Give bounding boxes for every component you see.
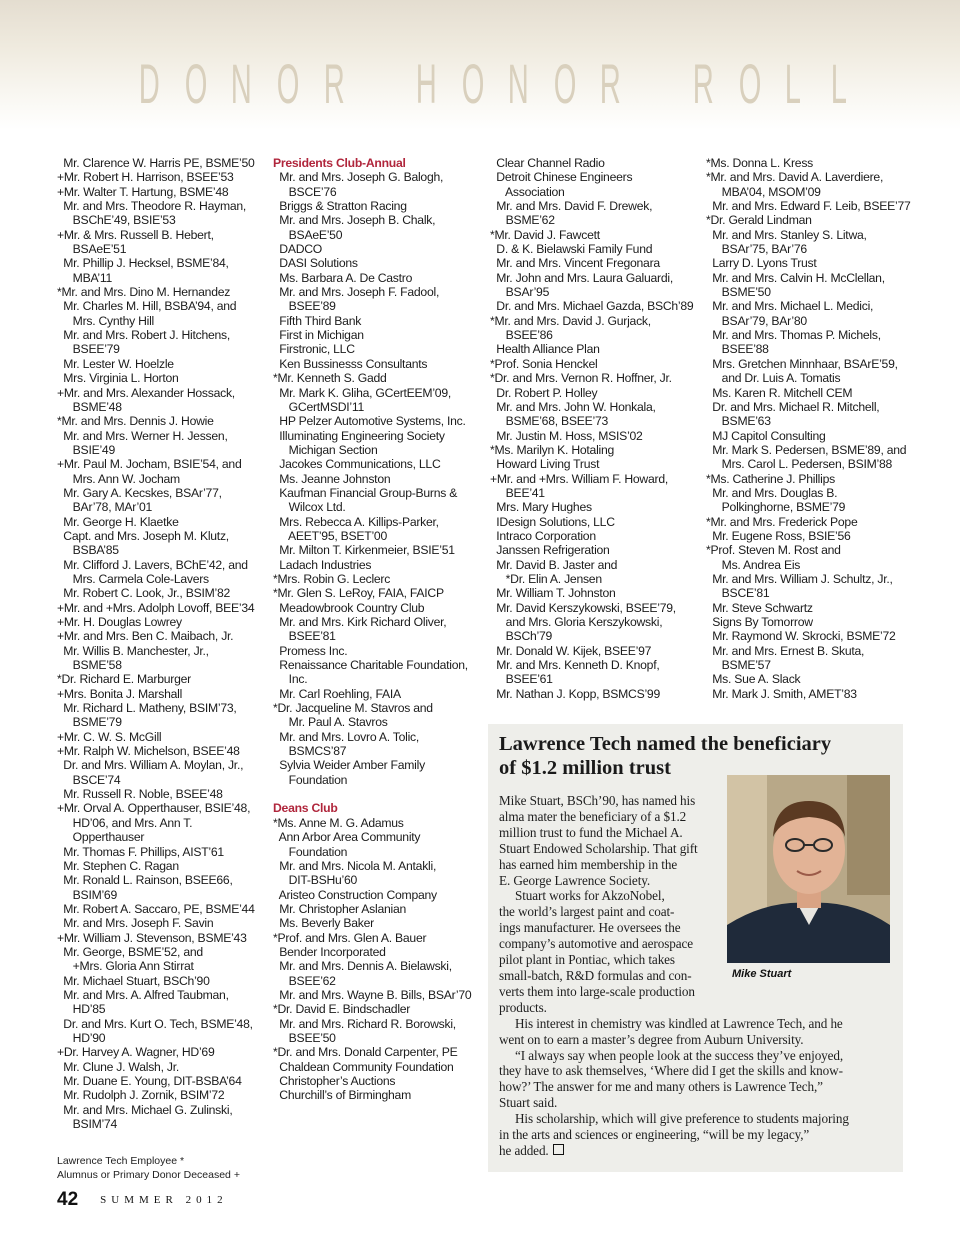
donor-column-1 (57, 156, 255, 1131)
donor-entry: *Mr. and Mrs. David J. Gurjack, (490, 313, 651, 328)
donor-entry: BSAeE’51 (57, 242, 127, 257)
donor-entry: and Dr. Luis A. Tomatis (706, 371, 841, 386)
title-letter: O (461, 52, 485, 115)
donor-entry: BSEE’62 (273, 973, 336, 988)
article-line-text: Stuart works for AkzoNobel, (499, 888, 665, 904)
donor-entry: Mr. George, BSME’52, and (57, 944, 203, 959)
title-letter: H (415, 52, 437, 115)
page-footer (57, 1186, 228, 1214)
article-title-line-1: Lawrence Tech named the beneficiary (499, 733, 832, 755)
donor-entry: Mr. Ronald L. Rainson, BSEE66, (57, 873, 233, 888)
article-line (499, 841, 849, 857)
donor-entry: Larry D. Lyons Trust (706, 256, 817, 271)
donor-entry: Mr. and Mrs. Werner H. Jessen, (57, 428, 228, 443)
donor-entry: BSEE’79 (57, 342, 120, 357)
donor-entry: IDesign Solutions, LLC (490, 514, 615, 529)
donor-entry: Mr. Mark S. Pedersen, BSME’89, and (706, 442, 907, 457)
section-title (132, 54, 852, 114)
article-line (499, 952, 849, 968)
title-letter: O (277, 52, 300, 115)
donor-entry: Mr. Willis B. Manchester, Jr., (57, 643, 209, 658)
donor-entry: BAr’78, MAr’01 (57, 500, 153, 515)
donor-entry: BSAeE’50 (273, 227, 343, 242)
donor-entry: BSME’79 (57, 715, 122, 730)
donor-entry: *Dr. Richard E. Marburger (57, 672, 191, 687)
article-body (499, 793, 849, 1159)
donor-entry: Mr. Russell R. Noble, BSEE’48 (57, 787, 223, 802)
donor-entry: Mr. Raymond W. Skrocki, BSME’72 (706, 629, 896, 644)
donor-entry: Howard Living Trust (490, 457, 600, 472)
donor-entry: *Mr. Glen S. LeRoy, FAIA, FAICP (273, 586, 444, 601)
donor-entry: BSME’58 (57, 658, 122, 673)
article-title (499, 732, 879, 780)
donor-entry: +Mr. Paul M. Jocham, BSIE’54, and (57, 457, 242, 472)
title-letter: R (599, 52, 622, 115)
donor-entry: Aristeo Construction Company (273, 887, 437, 902)
donor-entry: BSMCS’87 (273, 744, 347, 759)
article-line (499, 968, 849, 984)
donor-entry: Dr. Robert P. Holley (490, 385, 598, 400)
article-line (499, 809, 849, 825)
donor-entry: BSIE’49 (57, 442, 115, 457)
donor-entry: Mr. Clarence W. Harris PE, BSME’50 (57, 156, 255, 170)
donor-entry: *Ms. Anne M. G. Adamus (273, 815, 404, 830)
donor-entry: Mr. and Mrs. Nicola M. Antakli, (273, 858, 437, 873)
donor-entry: Mr. and Mrs. Joseph F. Savin (57, 916, 214, 931)
donor-entry: DASI Solutions (273, 256, 358, 271)
donor-entry: BSME’57 (706, 658, 771, 673)
donor-entry: AEET’95, BSET’00 (273, 528, 387, 543)
donor-entry: Ms. Andrea Eis (706, 557, 801, 572)
article-line-text: has earned him membership in the (499, 856, 678, 872)
article-line (499, 1111, 849, 1127)
donor-entry: Mr. Stephen C. Ragan (57, 858, 179, 873)
donor-entry: Signs By Tomorrow (706, 615, 813, 629)
donor-entry: Mr. Michael Stuart, BSCh’90 (57, 973, 210, 988)
donor-entry: Mr. Gary A. Kecskes, BSAr’77, (57, 485, 222, 500)
donor-entry: Ms. Jeanne Johnston (273, 471, 391, 486)
article-line (499, 1048, 849, 1064)
donor-entry: Dr. and Mrs. Michael R. Mitchell, (706, 399, 880, 414)
end-mark-icon (553, 1144, 564, 1155)
donor-entry: BSME’62 (490, 213, 555, 228)
article-line (499, 1079, 849, 1095)
article-line-text: he added. (499, 1142, 549, 1158)
donor-entry: Meadowbrook Country Club (273, 600, 425, 615)
donor-entry: Mr. and Mrs. David F. Drewek, (490, 199, 653, 214)
donor-entry: Mr. Charles M. Hill, BSBA’94, and (57, 299, 237, 314)
donor-entry: *Mr. Kenneth S. Gadd (273, 371, 387, 386)
donor-entry: Kaufman Financial Group-Burns & (273, 485, 458, 500)
donor-entry: Michigan Section (273, 442, 378, 457)
article-line-text: E. George Lawrence Society. (499, 872, 651, 888)
donor-entry: *Prof. Sonia Henckel (490, 356, 598, 371)
donor-entry: +Mr. Walter T. Hartung, BSME’48 (57, 184, 229, 199)
article-line (499, 1000, 849, 1016)
donor-entry: MBA’11 (57, 270, 113, 285)
donor-entry: Mr. and Mrs. Thomas P. Michels, (706, 328, 881, 343)
donor-entry: First in Michigan (273, 328, 364, 343)
donor-entry: Wilcox Ltd. (273, 500, 346, 515)
donor-entry: BSAr’75, BAr’76 (706, 242, 807, 257)
donor-entry: Mr. Duane E. Young, DIT-BSBA’64 (57, 1074, 242, 1088)
donor-entry: Intraco Corporation (490, 528, 596, 543)
donor-entry: +Mrs. Gloria Ann Stirrat (57, 959, 194, 974)
donor-entry: Mr. Mark J. Smith, AMET’83 (706, 686, 857, 701)
donor-entry: *Dr. Elin A. Jensen (490, 571, 602, 586)
title-letter: O (553, 52, 577, 115)
donor-entry: *Dr. and Mrs. Donald Carpenter, PE (273, 1045, 458, 1060)
donor-entry: Sylvia Weider Amber Family (273, 758, 425, 773)
donor-entry: *Mr. and Mrs. David A. Laverdiere, (706, 170, 884, 185)
donor-entry: *Dr. Gerald Lindman (706, 213, 812, 228)
donor-entry: Mrs. Gretchen Minnhaar, BSArE’59, (706, 356, 898, 371)
donor-entry: Mr. Clune J. Walsh, Jr. (57, 1059, 179, 1074)
donor-entry: BSEE’88 (706, 342, 769, 357)
donor-entry: Mr. and Mrs. Dennis A. Bielawski, (273, 959, 452, 974)
donor-entry: Mr. Lester W. Hoelzle (57, 356, 174, 371)
donor-entry: BSIM’74 (57, 1117, 117, 1132)
legend (57, 1154, 240, 1182)
donor-entry: Mr. and Mrs. William J. Schultz, Jr., (706, 571, 893, 586)
donor-entry: Health Alliance Plan (490, 342, 600, 357)
donor-entry: BSAr’79, BAr’80 (706, 313, 807, 328)
donor-column-4 (706, 156, 911, 701)
donor-entry: BSEE’50 (273, 1030, 336, 1045)
donor-entry: Mr. and Mrs. Kirk Richard Oliver, (273, 615, 447, 629)
donor-entry: Mr. and Mrs. Calvin H. McClellan, (706, 270, 885, 285)
donor-entry: Mr. and Mrs. Lovro A. Tolic, (273, 729, 420, 744)
donor-entry: Fifth Third Bank (273, 313, 362, 328)
donor-entry: GCertMSDI’11 (273, 399, 365, 414)
donor-entry: Dr. and Mrs. Kurt O. Tech, BSME’48, (57, 1016, 253, 1031)
donor-entry: Capt. and Mrs. Joseph M. Klutz, (57, 528, 229, 543)
donor-entry: MBA’04, MSOM’09 (706, 184, 821, 199)
article-line-text: went on to earn a master’s degree from Auburn University. (499, 1031, 804, 1047)
donor-entry: Chaldean Community Foundation (273, 1059, 454, 1074)
donor-entry: and Mrs. Gloria Kerszykowski, (490, 615, 663, 629)
donor-entry: Mr. George H. Klaetke (57, 514, 179, 529)
article-line-text: company’s automotive and aerospace (499, 936, 693, 952)
donor-entry: +Mr. Ralph W. Michelson, BSEE’48 (57, 744, 240, 759)
donor-entry: Mr. David Kerszykowski, BSEE’79, (490, 600, 676, 615)
donor-entry: +Mr. C. W. S. McGill (57, 729, 162, 744)
page-number: 42 (57, 1189, 79, 1210)
donor-entry: Mr. Carl Roehling, FAIA (273, 686, 401, 701)
donor-entry: BSCE’74 (57, 772, 121, 787)
donor-entry: Mr. and Mrs. Wayne B. Bills, BSAr’70 (273, 987, 472, 1002)
donor-entry: +Mr. & Mrs. Russell B. Hebert, (57, 227, 214, 242)
article-line-text: pilot plant in Pontiac, which takes (499, 952, 675, 968)
legend-deceased: Alumnus or Primary Donor Deceased + (57, 1169, 240, 1181)
donor-entry: Mr. John and Mrs. Laura Galuardi, (490, 270, 673, 285)
donor-entry: Mr. Richard L. Matheny, BSIM’73, (57, 701, 237, 716)
article-line-text: Mike Stuart, BSCh’90, has named his (499, 793, 696, 808)
article-line (499, 920, 849, 936)
article-line-text: in the arts and sciences or engineering, “will be my legacy,” (499, 1127, 810, 1143)
donor-entry: Foundation (273, 844, 348, 859)
donor-entry: BSCh’79 (490, 629, 553, 644)
donor-entry: Mr. Donald W. Kijek, BSEE’97 (490, 643, 652, 658)
article-line (499, 936, 849, 952)
article-line-text: the world’s largest paint and coat- (499, 904, 675, 920)
donor-entry: HD’90 (57, 1030, 106, 1045)
donor-entry: Mr. David B. Jaster and (490, 557, 618, 572)
article-line (499, 1016, 849, 1032)
donor-entry: Mrs. Cynthy Hill (57, 313, 154, 328)
donor-entry: BSEE’61 (490, 672, 553, 687)
donor-entry: Foundation (273, 772, 348, 787)
donor-entry: *Mr. and Mrs. Dennis J. Howie (57, 414, 214, 429)
article-line (499, 1032, 849, 1048)
donor-entry: BSME’63 (706, 414, 771, 429)
donor-entry: Mr. Justin M. Hoss, MSIS’02 (490, 428, 643, 443)
donor-entry: Dr. and Mrs. Michael Gazda, BSCh’89 (490, 299, 694, 314)
donor-entry: *Mr. and Mrs. Dino M. Hernandez (57, 285, 231, 300)
article-line (499, 1143, 849, 1159)
article-line (499, 793, 849, 809)
donor-entry: Mr. Robert C. Look, Jr., BSIM’82 (57, 586, 231, 601)
donor-entry: Mr. and Mrs. Ernest B. Skuta, (706, 643, 865, 658)
donor-entry: Mr. Nathan J. Kopp, BSMCS’99 (490, 686, 660, 701)
donor-entry: Mr. Phillip J. Hecksel, BSME’84, (57, 256, 229, 271)
donor-entry: Ladach Industries (273, 557, 372, 572)
donor-entry: Mr. and Mrs. Edward F. Leib, BSEE’77 (706, 199, 911, 214)
donor-category-heading: Presidents Club-Annual (273, 156, 406, 170)
donor-entry: BSEE’86 (490, 328, 553, 343)
donor-entry: BSME’68, BSEE’73 (490, 414, 609, 429)
donor-entry: Mr. and Mrs. Kenneth D. Knopf, (490, 658, 660, 673)
donor-entry: *Prof. Steven M. Rost and (706, 543, 841, 558)
title-letter: O (738, 52, 761, 115)
donor-entry: BSCE’76 (273, 184, 337, 199)
donor-entry: Mr. Eugene Ross, BSIE’56 (706, 528, 851, 543)
donor-entry: Mrs. Rebecca A. Killips-Parker, (273, 514, 439, 529)
article-line (499, 825, 849, 841)
title-letter: R (323, 52, 345, 115)
article-line-text: million trust to fund the Michael A. (499, 824, 683, 840)
donor-entry: *Mrs. Robin G. Leclerc (273, 571, 391, 586)
donor-entry: BSEE’81 (273, 629, 336, 644)
donor-entry: Detroit Chinese Engineers (490, 170, 633, 185)
donor-entry: Ms. Barbara A. De Castro (273, 270, 413, 285)
article-line (499, 1095, 849, 1111)
donor-entry: BEE’41 (490, 485, 545, 500)
article-line-text: Stuart said. (499, 1095, 558, 1111)
donor-entry: HD’06, and Mrs. Ann T. (57, 815, 193, 830)
donor-entry: Mr. Thomas F. Phillips, AIST’61 (57, 844, 224, 859)
article-line-text: His scholarship, which will give preference to students majoring (499, 1111, 849, 1127)
donor-entry: Ann Arbor Area Community (273, 830, 421, 845)
donor-entry: Opperthauser (57, 830, 145, 845)
donor-entry: Mr. Mark K. Gliha, GCertEEM’09, (273, 385, 451, 400)
donor-entry: BSAr’95 (490, 285, 550, 300)
donor-entry: Clear Channel Radio (490, 156, 605, 170)
donor-entry: D. & K. Bielawski Family Fund (490, 242, 653, 257)
article-line-text: “I always say when people look at the success they’ve enjoyed, (499, 1047, 844, 1063)
title-letter: N (230, 52, 253, 115)
donor-entry: +Mr. and +Mrs. William F. Howard, (490, 471, 668, 486)
article-line (499, 904, 849, 920)
title-letter: L (784, 52, 801, 115)
donor-entry: *Mr. and Mrs. Frederick Pope (706, 514, 858, 529)
title-letter: O (184, 52, 208, 115)
donor-entry: Illuminating Engineering Society (273, 428, 445, 443)
donor-entry: Mr. Paul A. Stavros (273, 715, 388, 730)
article-line-text: His interest in chemistry was kindled at Lawrence Tech, and he (499, 1015, 843, 1031)
donor-entry: *Ms. Donna L. Kress (706, 156, 814, 170)
donor-entry: DADCO (273, 242, 323, 257)
article-line-text: verts them into large-scale production (499, 983, 695, 999)
donor-entry: Mrs. Mary Hughes (490, 500, 592, 515)
donor-entry: Mr. William T. Johnston (490, 586, 616, 601)
title-letter: N (507, 52, 529, 115)
donor-entry: Mr. Milton T. Kirkenmeier, BSIE’51 (273, 543, 455, 558)
title-letter: L (830, 52, 847, 115)
donor-column-2 (273, 156, 471, 1103)
donor-entry: BSBA’85 (57, 543, 119, 558)
donor-entry: *Ms. Catherine J. Phillips (706, 471, 835, 486)
donor-entry: Mr. and Mrs. Joseph F. Fadool, (273, 285, 440, 300)
donor-entry: +Dr. Harvey A. Wagner, HD’69 (57, 1045, 215, 1060)
issue-label: SUMMER 2012 (100, 1194, 228, 1206)
donor-entry: Mr. and Mrs. Michael L. Medici, (706, 299, 874, 314)
donor-entry: *Dr. and Mrs. Vernon R. Hoffner, Jr. (490, 371, 672, 386)
donor-entry: MJ Capitol Consulting (706, 428, 826, 443)
donor-entry: Ms. Karen R. Mitchell CEM (706, 385, 853, 400)
donor-column-3 (490, 156, 693, 701)
donor-entry: *Mr. David J. Fawcett (490, 227, 600, 242)
article-line-text: how?’ The answer for me and many others is Lawrence Tech,” (499, 1079, 823, 1095)
donor-entry: Promess Inc. (273, 643, 348, 658)
photo-caption: Mike Stuart (732, 968, 792, 980)
donor-entry: +Mr. William J. Stevenson, BSME’43 (57, 930, 247, 945)
donor-entry: +Mr. Robert H. Harrison, BSEE’53 (57, 170, 234, 185)
donor-entry: Mr. and Mrs. A. Alfred Taubman, (57, 987, 229, 1002)
donor-entry: Mr. and Mrs. John W. Honkala, (490, 399, 656, 414)
donor-entry: Mr. and Mrs. Douglas B. (706, 485, 838, 500)
donor-entry: Janssen Refrigeration (490, 543, 610, 558)
donor-entry: Christopher’s Auctions (273, 1074, 396, 1088)
donor-entry: HD’85 (57, 1002, 106, 1017)
donor-entry: Mrs. Virginia L. Horton (57, 371, 179, 386)
donor-entry: Mr. Rudolph J. Zornik, BSIM’72 (57, 1088, 225, 1103)
donor-entry: Mr. and Mrs. Joseph G. Balogh, (273, 170, 444, 185)
donor-entry: Briggs & Stratton Racing (273, 199, 407, 214)
donor-entry: Mr. and Mrs. Stanley S. Litwa, (706, 227, 867, 242)
donor-entry: BSIM’69 (57, 887, 117, 902)
article-line (499, 857, 849, 873)
donor-category-heading: Deans Club (273, 801, 338, 816)
donor-entry: +Mr. and +Mrs. Adolph Lovoff, BEE’34 (57, 600, 255, 615)
donor-entry: +Mr. and Mrs. Alexander Hossack, (57, 385, 235, 400)
donor-entry: Ms. Sue A. Slack (706, 672, 801, 687)
donor-entry: Mr. Steve Schwartz (706, 600, 813, 615)
article-line-text: products. (499, 999, 547, 1015)
article-line-text: alma mater the beneficiary of a $1.2 (499, 808, 687, 824)
donor-entry: Mr. and Mrs. Michael G. Zulinski, (57, 1102, 233, 1117)
donor-entry: BSME’48 (57, 399, 122, 414)
section-spacer (273, 787, 471, 801)
article-line (499, 1063, 849, 1079)
donor-entry: Firstronic, LLC (273, 342, 355, 357)
title-letter: R (692, 52, 714, 115)
donor-entry: Dr. and Mrs. William A. Moylan, Jr., (57, 758, 244, 773)
donor-entry: *Ms. Marilyn K. Hotaling (490, 442, 615, 457)
donor-entry: *Dr. David E. Bindschadler (273, 1002, 411, 1017)
donor-entry: BSCE’81 (706, 586, 770, 601)
donor-entry: Mr. and Mrs. Richard R. Borowski, (273, 1016, 456, 1031)
article-line-text: small-batch, R&D formulas and con- (499, 967, 692, 983)
donor-entry: Jacokes Communications, LLC (273, 457, 441, 472)
donor-entry: DIT-BSHu’60 (273, 873, 358, 888)
donor-entry: Ms. Beverly Baker (273, 916, 374, 931)
donor-entry: Polkinghorne, BSME’79 (706, 500, 846, 515)
donor-entry: Mr. Christopher Aslanian (273, 901, 407, 916)
article-line-text: Stuart Endowed Scholarship. That gift (499, 840, 698, 856)
donor-entry: BSME’50 (706, 285, 771, 300)
article-line-text: ings manufacturer. He oversees the (499, 920, 681, 936)
article-line (499, 888, 849, 904)
legend-employee: Lawrence Tech Employee * (57, 1155, 185, 1167)
donor-entry: Mr. Robert A. Saccaro, PE, BSME’44 (57, 901, 255, 916)
donor-entry: Renaissance Charitable Foundation, (273, 658, 468, 673)
donor-entry: Mrs. Carol L. Pedersen, BSIM’88 (706, 457, 893, 472)
donor-entry: BSChE’49, BSIE’53 (57, 213, 176, 228)
article-line (499, 984, 849, 1000)
article-line (499, 873, 849, 889)
donor-entry: Inc. (273, 672, 308, 687)
donor-entry: +Mr. H. Douglas Lowrey (57, 615, 182, 629)
donor-entry: Churchill’s of Birmingham (273, 1088, 411, 1103)
donor-entry: Mrs. Ann W. Jocham (57, 471, 180, 486)
donor-entry: Mrs. Carmela Cole-Lavers (57, 571, 209, 586)
donor-entry: Bender Incorporated (273, 944, 386, 959)
donor-entry: +Mr. and Mrs. Ben C. Maibach, Jr. (57, 629, 234, 644)
donor-entry: *Dr. Jacqueline M. Stavros and (273, 701, 433, 716)
donor-entry: Association (490, 184, 565, 199)
donor-entry: Mr. and Mrs. Vincent Fregonara (490, 256, 660, 271)
donor-entry: *Prof. and Mrs. Glen A. Bauer (273, 930, 427, 945)
donor-entry: HP Pelzer Automotive Systems, Inc. (273, 414, 466, 429)
donor-entry: Mr. and Mrs. Joseph B. Chalk, (273, 213, 436, 228)
donor-entry: BSEE’89 (273, 299, 336, 314)
article-line (499, 1127, 849, 1143)
donor-entry: Mr. Clifford J. Lavers, BChE’42, and (57, 557, 248, 572)
article-line-text: they have to ask themselves, ‘Where did I get the skills and know- (499, 1063, 843, 1079)
donor-entry: Ken Bussinesss Consultants (273, 356, 428, 371)
donor-entry: Mr. and Mrs. Robert J. Hitchens, (57, 328, 231, 343)
donor-entry: +Mrs. Bonita J. Marshall (57, 686, 183, 701)
donor-entry: +Mr. Orval A. Opperthauser, BSIE’48, (57, 801, 251, 816)
title-letter: D (138, 52, 160, 115)
donor-entry: Mr. and Mrs. Theodore R. Hayman, (57, 199, 247, 214)
article-title-line-2: of $1.2 million trust (499, 757, 671, 779)
